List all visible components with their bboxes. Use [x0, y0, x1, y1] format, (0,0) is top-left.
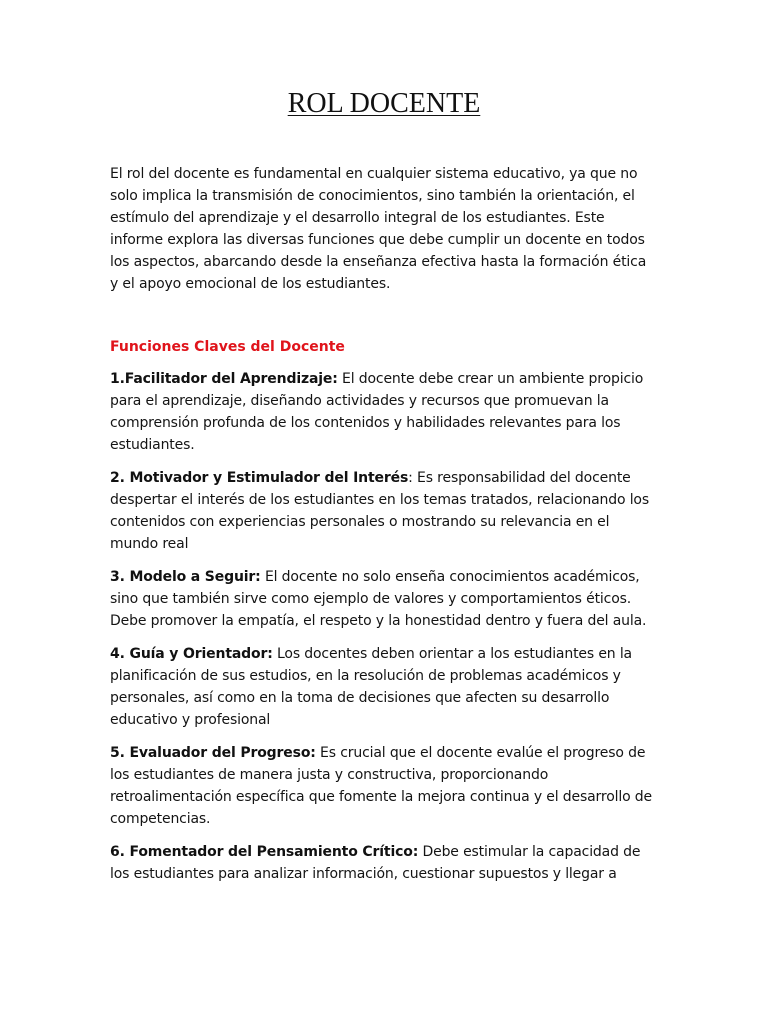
item-label: 3. Modelo a Seguir:: [110, 569, 261, 585]
page-title: ROL DOCENTE: [287, 88, 481, 119]
item-text: El docente no solo enseña conocimientos académicos, sino que también sirve como ejemplo de valores y comportamientos éticos. Debe promover la empatía, el respeto y la honestidad dentro y fuera del aula.: [110, 569, 647, 629]
list-item: [110, 841, 655, 885]
item-label: 1.Facilitador del Aprendizaje:: [110, 371, 338, 387]
list-item: [110, 368, 655, 456]
list-item: [110, 467, 655, 555]
item-text: El docente debe crear un ambiente propicio para el aprendizaje, diseñando actividades y recursos que promuevan la comprensión profunda de los contenidos y habilidades relevantes para los estudiantes.: [110, 371, 644, 453]
intro-paragraph: El rol del docente es fundamental en cualquier sistema educativo, ya que no solo implica la transmisión de conocimientos, sino también la orientación, el estímulo del aprendizaje y el desarrollo integral de los estudiantes. Este informe explora las diversas funciones que debe cumplir un docente en todos los aspectos, abarcando desde la enseñanza efectiva hasta la formación ética y el apoyo emocional de los estudiantes.: [110, 166, 647, 292]
item-label: 6. Fomentador del Pensamiento Crítico:: [110, 844, 419, 860]
list-item: [110, 643, 655, 731]
list-item: [110, 566, 655, 632]
item-label: 4. Guía y Orientador:: [110, 646, 273, 662]
item-label: 2. Motivador y Estimulador del Interés: [110, 470, 409, 486]
item-text: : Es responsabilidad del docente despertar el interés de los estudiantes en los temas tratados, relacionando los contenidos con experiencias personales o mostrando su relevancia en el mundo real: [110, 470, 649, 552]
item-text: Debe estimular la capacidad de los estudiantes para analizar información, cuestionar supuestos y llegar a: [110, 844, 641, 882]
list-item: [110, 742, 655, 830]
item-label: 5. Evaluador del Progreso:: [110, 745, 316, 761]
item-text: Es crucial que el docente evalúe el progreso de los estudiantes de manera justa y constructiva, proporcionando retroalimentación específica que fomente la mejora continua y el desarrollo de competencias.: [110, 745, 653, 827]
functions-list: [110, 368, 655, 896]
item-text: Los docentes deben orientar a los estudiantes en la planificación de sus estudios, en la resolución de problemas académicos y personales, así como en la toma de decisiones que afecten su desarrollo educativo y profesional: [110, 646, 632, 728]
section-heading: Funciones Claves del Docente: [110, 339, 345, 355]
